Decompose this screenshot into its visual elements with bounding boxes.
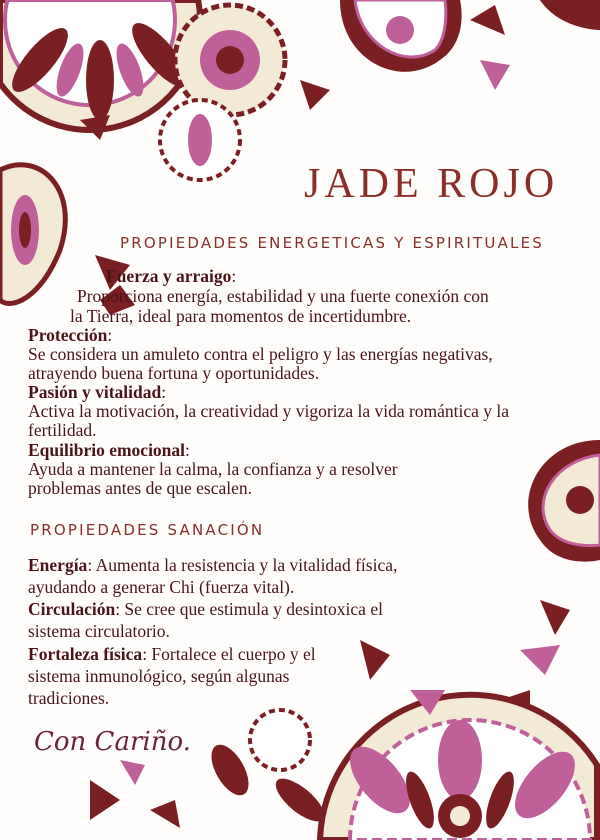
item-text: : Se cree que estimula y desintoxica el	[115, 599, 383, 619]
item-label-proteccion	[28, 325, 112, 345]
item-text: fertilidad.	[28, 420, 97, 440]
item-text: sistema circulatorio.	[28, 621, 170, 641]
item-text: : Fortalece el cuerpo y el	[142, 644, 316, 664]
item-text: la Tierra, ideal para momentos de incertidumbre.	[70, 306, 412, 326]
bold-label: Pasión y vitalidad	[28, 382, 162, 402]
section-heading-energeticas: PROPIEDADES ENERGETICAS Y ESPIRITUALES	[120, 234, 545, 252]
top-right-paisley	[340, 0, 600, 90]
item-text: Se considera un amuleto contra el peligro y las energías negativas,	[28, 344, 493, 364]
healing-item-circulacion	[28, 599, 383, 619]
healing-item-fortaleza	[28, 644, 316, 664]
item-text: Activa la motivación, la creatividad y vigoriza la vida romántica y la	[28, 401, 510, 421]
item-label-pasion	[28, 382, 166, 402]
item-text: ayudando a generar Chi (fuerza vital).	[28, 577, 295, 597]
bold-label: Protección	[28, 325, 108, 345]
item-text: sistema inmunológico, según algunas	[28, 666, 290, 686]
bold-label: Fuerza y arraigo	[106, 266, 232, 286]
section-heading-sanacion: PROPIEDADES SANACIÓN	[30, 521, 265, 539]
item-text: : Aumenta la resistencia y la vitalidad física,	[87, 555, 398, 575]
item-text: problemas antes de que escalen.	[28, 478, 253, 498]
colon: :	[185, 440, 190, 460]
signature: Con Cariño.	[34, 727, 191, 757]
colon: :	[107, 325, 113, 345]
item-text: Proporciona energía, estabilidad y una fuerte conexión con	[77, 286, 489, 306]
page-title: JADE ROJO	[304, 161, 559, 207]
item-text: tradiciones.	[28, 688, 110, 708]
item-text: Ayuda a mantener la calma, la confianza y a resolver	[28, 459, 398, 479]
healing-item-energia	[28, 555, 397, 575]
item-label-fuerza	[106, 266, 236, 286]
item-text: atrayendo buena fortuna y oportunidades.	[28, 363, 320, 383]
item-label-equilibrio	[28, 440, 190, 460]
bold-label: Circulación	[28, 599, 116, 619]
bold-label: Fortaleza física	[28, 644, 143, 664]
colon: :	[161, 382, 167, 402]
colon: :	[231, 266, 237, 286]
bold-label: Equilibrio emocional	[28, 440, 186, 460]
bold-label: Energía	[28, 555, 88, 575]
